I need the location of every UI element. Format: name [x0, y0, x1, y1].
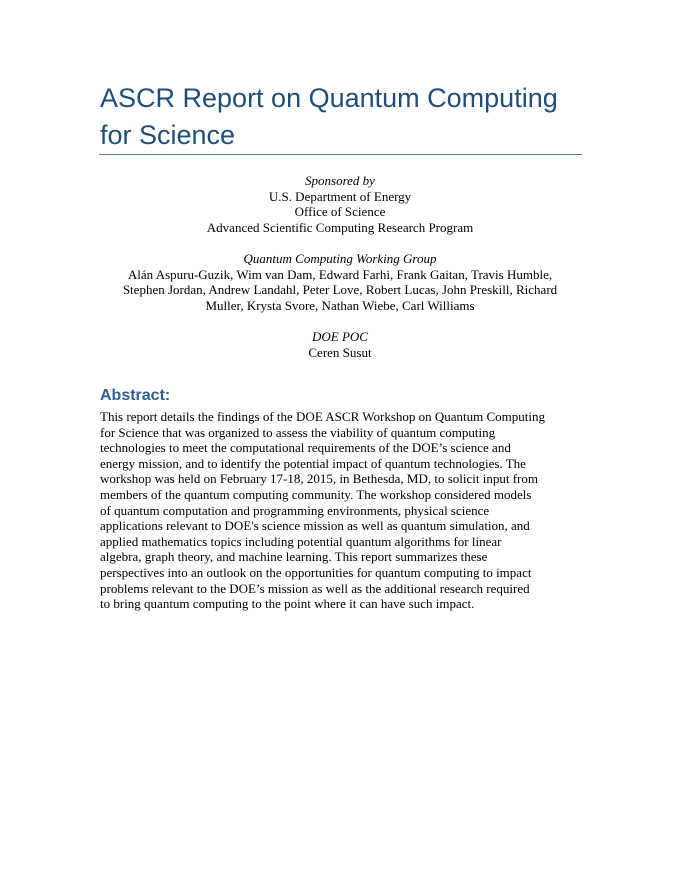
poc-block	[100, 329, 580, 360]
abstract-line: applied mathematics topics including potential quantum algorithms for linear	[100, 533, 502, 549]
abstract-line: workshop was held on February 17-18, 2015, in Bethesda, MD, to solicit input from	[100, 471, 538, 487]
title-divider	[99, 154, 582, 155]
sponsor-label: Sponsored by	[305, 173, 375, 188]
abstract-line: perspectives into an outlook on the opportunities for quantum computing to impact	[100, 564, 532, 580]
abstract-line: energy mission, and to identify the potential impact of quantum technologies. The	[100, 455, 526, 471]
abstract-line: for Science that was organized to assess the viability of quantum computing	[100, 424, 496, 440]
sponsor-line: Office of Science	[294, 204, 386, 220]
abstract-line: of quantum computation and programming environments, physical science	[100, 502, 490, 518]
abstract-line: problems relevant to the DOE’s mission as well as the additional research required	[100, 580, 530, 596]
poc-name: Ceren Susut	[308, 344, 372, 360]
abstract-line: members of the quantum computing community. The workshop considered models	[100, 486, 532, 502]
abstract-line: algebra, graph theory, and machine learning. This report summarizes these	[100, 549, 488, 565]
title-line: for Science	[100, 120, 236, 150]
page-title	[100, 80, 580, 154]
sponsor-line: U.S. Department of Energy	[268, 188, 412, 204]
abstract-heading: Abstract:	[100, 387, 171, 404]
poc-label: DOE POC	[312, 329, 368, 344]
title-line: ASCR Report on Quantum Computing	[100, 83, 558, 113]
working-group-block	[100, 251, 580, 313]
working-group-members-line: Muller, Krysta Svore, Nathan Wiebe, Carl Williams	[205, 297, 475, 313]
working-group-label: Quantum Computing Working Group	[243, 251, 437, 266]
abstract-body	[100, 409, 585, 612]
abstract-line: This report details the findings of the DOE ASCR Workshop on Quantum Computing	[100, 409, 546, 424]
sponsor-line: Advanced Scientific Computing Research Program	[206, 219, 474, 235]
working-group-members-line: Alán Aspuru-Guzik, Wim van Dam, Edward Farhi, Frank Gaitan, Travis Humble,	[127, 266, 553, 282]
abstract-line: applications relevant to DOE's science mission as well as quantum simulation, and	[100, 518, 530, 534]
working-group-members-line: Stephen Jordan, Andrew Landahl, Peter Love, Robert Lucas, John Preskill, Richard	[122, 282, 558, 298]
abstract-line: technologies to meet the computational requirements of the DOE’s science and	[100, 440, 511, 456]
abstract-line: to bring quantum computing to the point where it can have such impact.	[100, 596, 475, 612]
sponsor-block	[100, 173, 580, 235]
